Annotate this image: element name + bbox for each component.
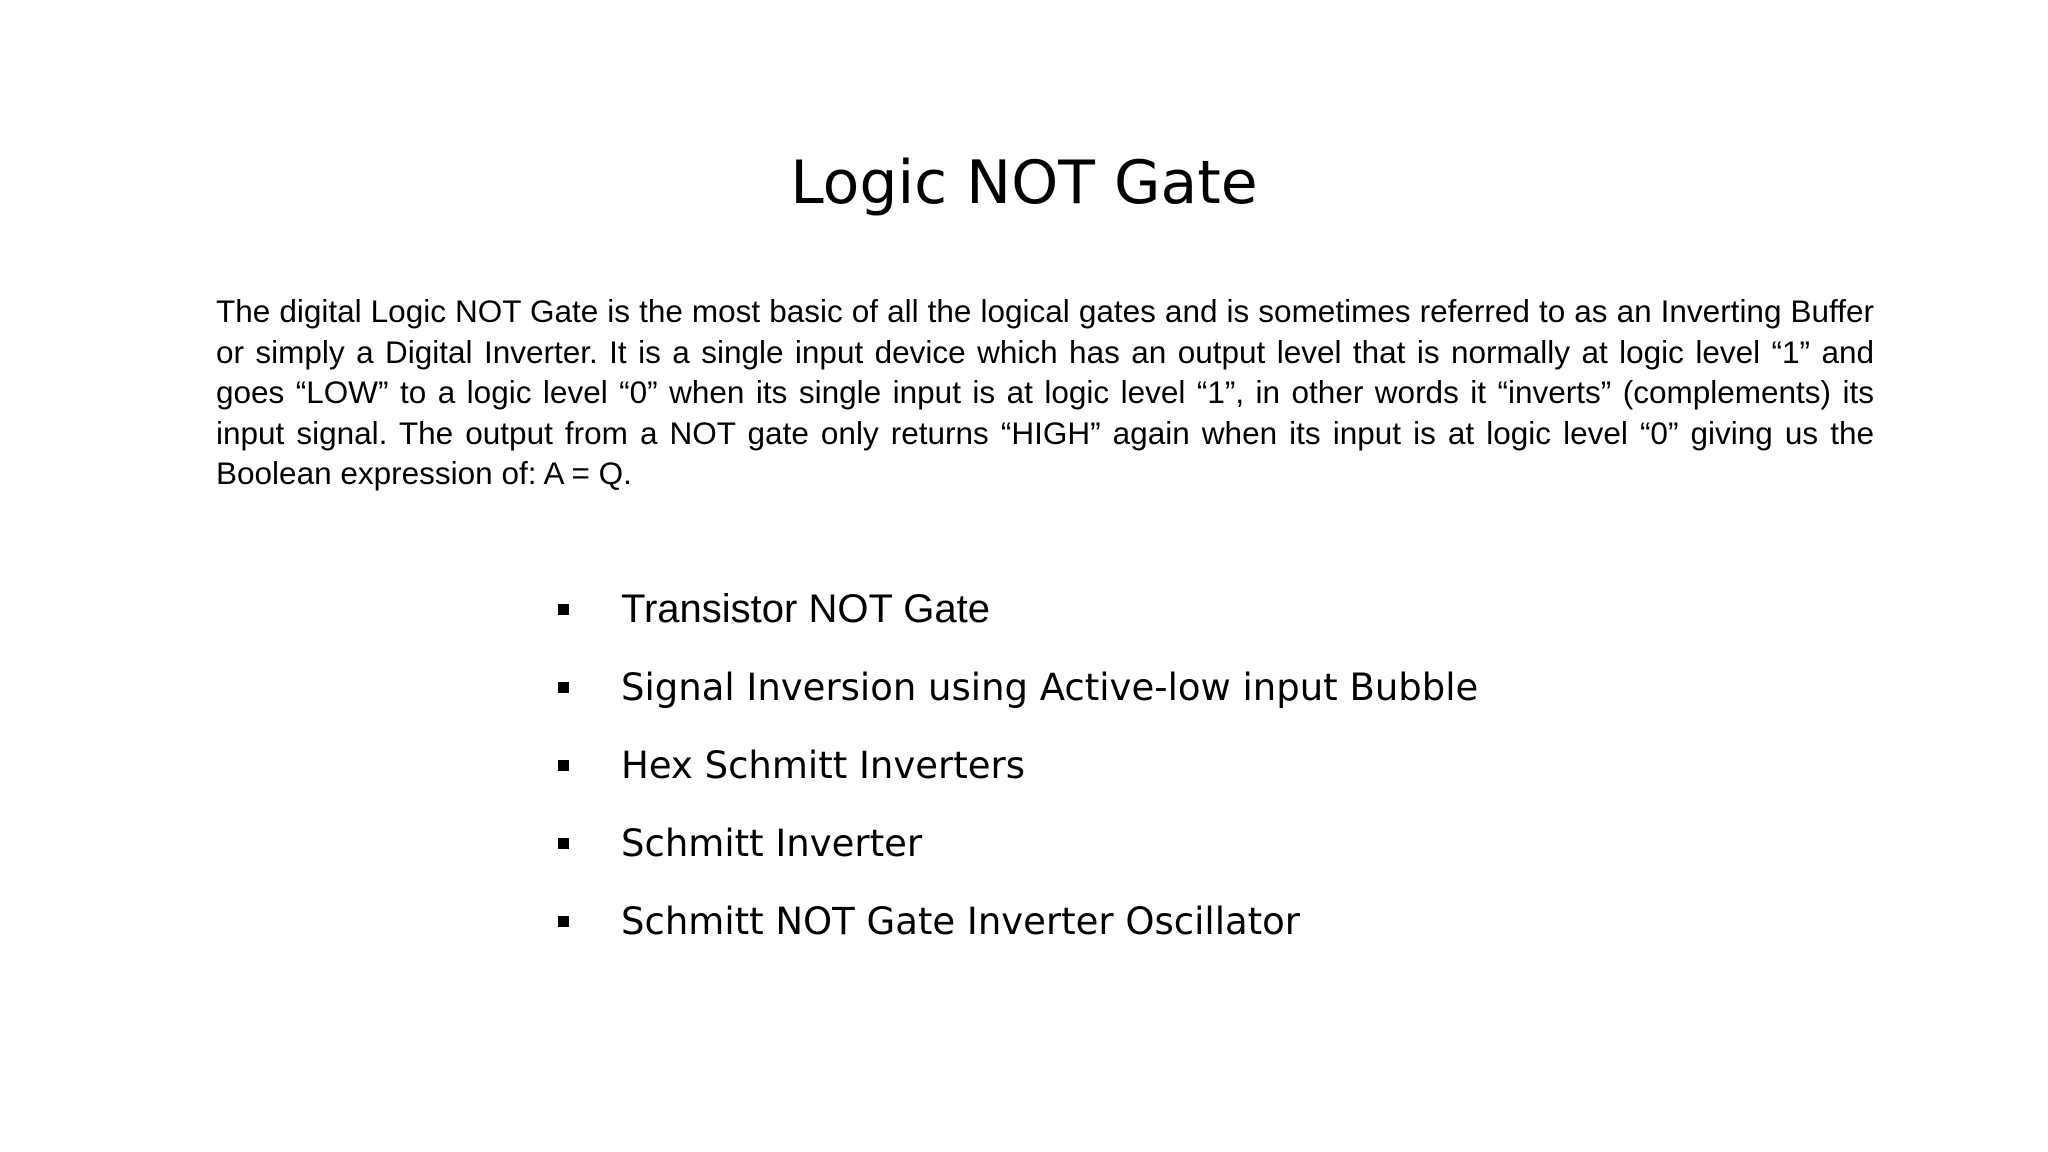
bullet-item-schmitt-oscillator bbox=[550, 882, 1478, 960]
bullet-label: Hex Schmitt Inverters bbox=[621, 743, 1025, 787]
bullet-item-signal-inversion bbox=[550, 648, 1478, 726]
bullet-label: Transistor NOT Gate bbox=[621, 586, 990, 631]
square-bullet-icon bbox=[558, 760, 569, 771]
bullet-label: Schmitt NOT Gate Inverter Oscillator bbox=[621, 899, 1301, 943]
square-bullet-icon bbox=[558, 916, 569, 927]
bullet-list bbox=[550, 570, 1478, 960]
bullet-item-schmitt-inverter bbox=[550, 804, 1478, 882]
bullet-label: Schmitt Inverter bbox=[621, 821, 923, 865]
square-bullet-icon bbox=[558, 838, 569, 849]
slide-body-paragraph: The digital Logic NOT Gate is the most basic of all the logical gates and is sometimes referred to as an Inverting Buffer or simply a Digital Inverter. It is a single input device which has an output level that is normally at logic level “1” and goes “LOW” to a logic level “0” when its single input is at logic level “1”, in other words it “inverts” (complements) its input signal. The output from a NOT gate only returns “HIGH” again when its input is at logic level “0” giving us the Boolean expression of: A = Q. bbox=[216, 293, 1874, 491]
bullet-label: Signal Inversion using Active-low input Bubble bbox=[621, 665, 1479, 709]
slide-title: Logic NOT Gate bbox=[790, 148, 1258, 218]
square-bullet-icon bbox=[558, 682, 569, 693]
bullet-item-transistor-not-gate bbox=[550, 570, 1478, 648]
bullet-item-hex-schmitt-inverters bbox=[550, 726, 1478, 804]
square-bullet-icon bbox=[558, 604, 569, 615]
